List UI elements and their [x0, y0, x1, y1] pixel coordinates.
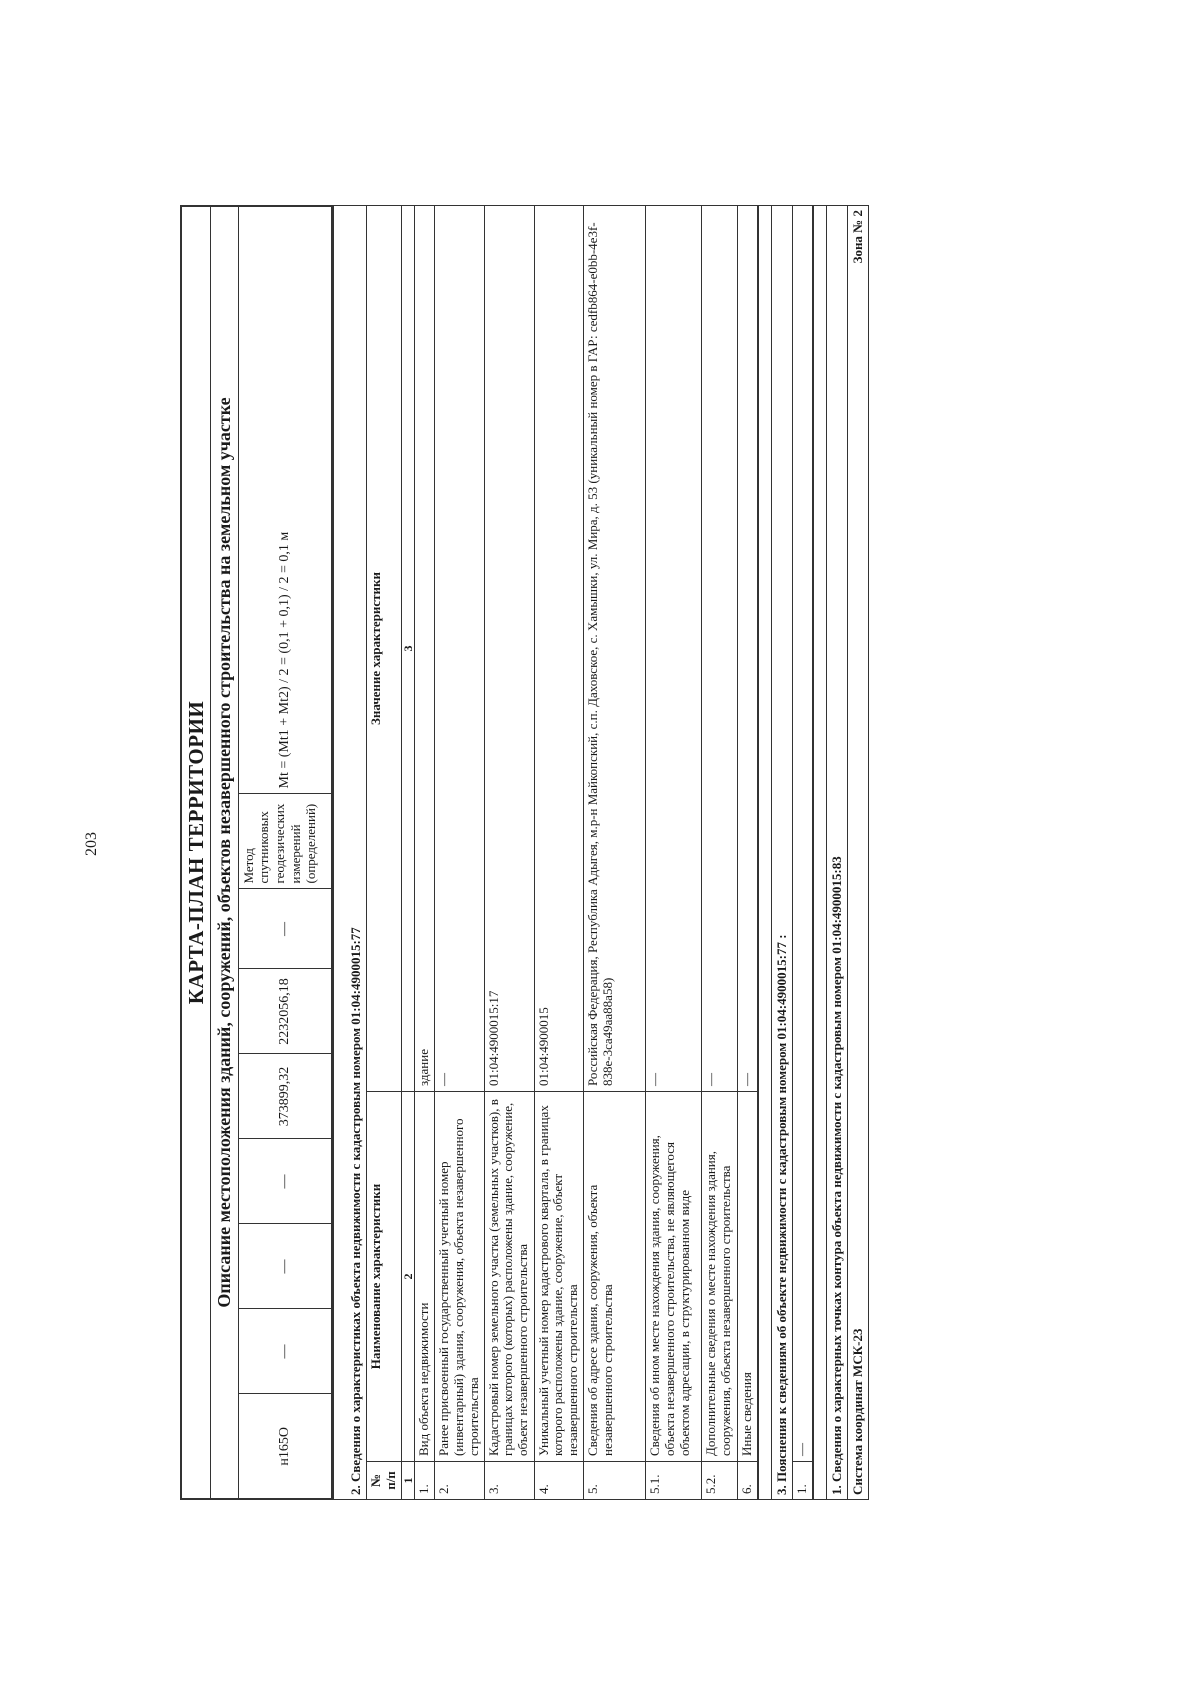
row-value: здание [414, 206, 434, 1092]
document-sheet [180, 205, 920, 1500]
row-name: Сведения об адресе здания, сооружения, объекта незавершенного строительства [584, 1092, 646, 1462]
coord-y: 2232056,18 [238, 969, 332, 1054]
page-number: 203 [83, 832, 100, 856]
table-row [702, 206, 738, 1500]
row-value: — [702, 206, 738, 1092]
table-row [534, 206, 584, 1500]
row-value: — [434, 206, 484, 1092]
column-index: 1 [401, 1462, 414, 1500]
table-row [414, 206, 434, 1500]
row-value: — [738, 206, 758, 1092]
row-number: 6. [738, 1462, 758, 1500]
coordinate-system: Система координат МСК-23 [850, 1328, 866, 1495]
row-number: 2. [434, 1462, 484, 1500]
point-name: н165О [238, 1394, 332, 1499]
table-row [584, 206, 646, 1500]
coord-cell: — [238, 889, 332, 969]
row-name: Вид объекта недвижимости [414, 1092, 434, 1462]
document-subtitle: Описание местоположения зданий, сооружений, объектов незавершенного строительства на земельном участке [211, 206, 239, 1499]
accuracy-formula: Mt = (Mt1 + Mt2) / 2 = (0,1 + 0,1) / 2 = 0,1 м [238, 206, 332, 794]
row-number: 4. [534, 1462, 584, 1500]
column-header: № п/п [366, 1462, 401, 1500]
notes-table [792, 205, 813, 1500]
section3-title: 3. Пояснения к сведениям об объекте недвижимости с кадастровым номером 01:04:4900015:77 : [771, 205, 792, 1500]
section1-next-title: 1. Сведения о характерных точках контура объекта недвижимости с кадастровым номером 01:04:4900015:83 [826, 205, 847, 1500]
row-name: Сведения об ином месте нахождения здания, сооружения, объекта незавершенного строительства, не являющегося объектом адресации, в структурированном виде [646, 1092, 702, 1462]
header-table [180, 205, 333, 1500]
row-number: 1. [414, 1462, 434, 1500]
section-gap [758, 205, 771, 1500]
coordinate-row [238, 206, 332, 1499]
row-number: 1. [793, 1462, 813, 1500]
table-row [484, 206, 534, 1500]
row-value: Российская Федерация, Республика Адыгея, м.р-н Майкопский, с.п. Даховское, с. Хамышки, ул. Мира, д. 53 (уникальный номер в ГАР: cedfb864-e0bb-4e3f-838e-3ca49aa88a58) [584, 206, 646, 1092]
table-row [646, 206, 702, 1500]
row-number: 5.1. [646, 1462, 702, 1500]
coord-cell: — [238, 1139, 332, 1224]
row-name: Кадастровый номер земельного участка (земельных участков), в границах которого (которых) расположены здание, сооружение, объект незавершенного строительства [484, 1092, 534, 1462]
row-value: — [793, 206, 813, 1462]
coord-cell: — [238, 1309, 332, 1394]
row-value: 01:04:4900015:17 [484, 206, 534, 1092]
row-name: Дополнительные сведения о месте нахождения здания, сооружения, объекта незавершенного строительства [702, 1092, 738, 1462]
coord-x: 373899,32 [238, 1054, 332, 1139]
table-row [434, 206, 484, 1500]
row-value: 01:04:4900015 [534, 206, 584, 1092]
table-row [738, 206, 758, 1500]
coord-cell: — [238, 1224, 332, 1309]
document-title: КАРТА-ПЛАН ТЕРРИТОРИИ [181, 206, 211, 1499]
rotated-page-frame [180, 205, 920, 1500]
row-number: 3. [484, 1462, 534, 1500]
characteristics-table [366, 205, 759, 1500]
row-value: — [646, 206, 702, 1092]
coordinate-zone: Зона № 2 [850, 210, 866, 264]
row-number: 5.2. [702, 1462, 738, 1500]
column-header: Значение характеристики [366, 206, 401, 1092]
coordinate-system-bar [847, 205, 869, 1500]
section-gap [813, 205, 826, 1500]
section2-title: 2. Сведения о характеристиках объекта недвижимости с кадастровым номером 01:04:4900015:77 [346, 205, 366, 1500]
row-name: Иные сведения [738, 1092, 758, 1462]
row-number: 5. [584, 1462, 646, 1500]
column-index: 2 [401, 1092, 414, 1462]
column-index: 3 [401, 206, 414, 1092]
column-header: Наименование характеристики [366, 1092, 401, 1462]
measurement-method: Метод спутниковых геодезических измерений (определений) [238, 794, 332, 889]
section-gap [333, 205, 346, 1500]
row-name: Уникальный учетный номер кадастрового квартала, в границах которого расположены здание, сооружение, объект незавершенного строительства [534, 1092, 584, 1462]
row-name: Ранее присвоенный государственный учетный номер (инвентарный) здания, сооружения, объекта незавершенного строительства [434, 1092, 484, 1462]
